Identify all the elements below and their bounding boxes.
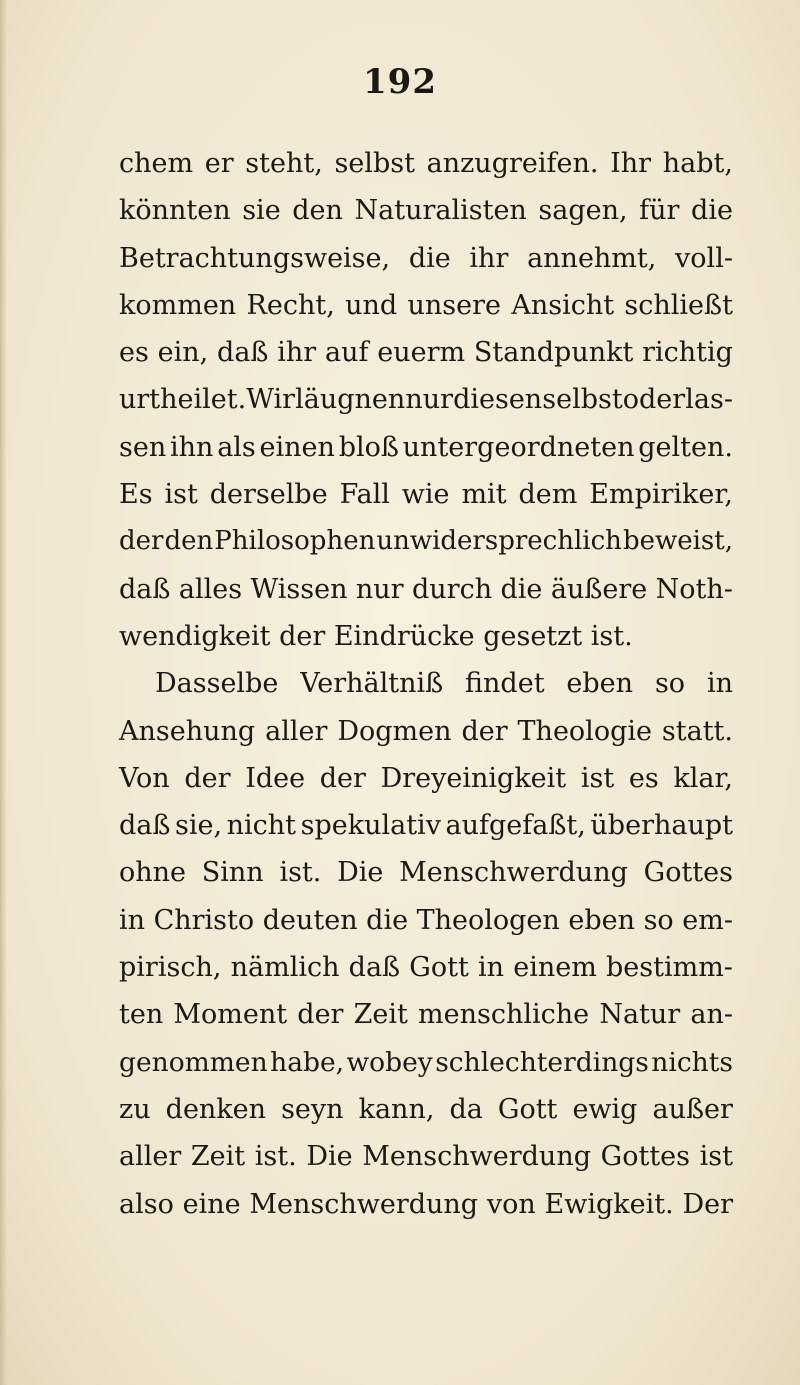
text-line [119,849,733,896]
text-line [119,1133,733,1180]
word: kann, [358,1093,435,1125]
word: Natur [599,999,681,1031]
word: und [345,289,398,321]
text-line [119,755,733,802]
word: Empiriker, [589,479,733,511]
word: aller [119,1141,182,1173]
word: es [628,762,659,794]
word: sie [242,195,281,227]
word: die [408,242,451,274]
word: selbst [542,384,623,416]
word: äußere [550,573,648,605]
word: Standpunkt [473,337,634,369]
word: Theologen [416,904,560,936]
text-line [119,708,733,755]
text-line [119,518,733,565]
word: der [461,715,508,747]
text-line [119,897,733,944]
word: ihr [469,242,509,274]
word: urtheilet. [119,384,247,416]
word: den [164,526,214,557]
word: da [449,1093,483,1125]
word: chem [119,148,194,179]
word: annehmt, [527,242,657,274]
word: Es [119,479,153,511]
word: deuten [262,904,358,936]
word: anzugreifen. [426,148,599,179]
word: daß [217,337,269,369]
word: las- [685,384,733,416]
word: in [706,668,733,700]
word: nur [405,384,454,416]
text-line [119,282,733,329]
word: gelten. [638,431,733,463]
word: der [319,762,366,794]
text-line: wendigkeit der Eindrücke gesetzt ist. [119,620,633,652]
page-number: 192 [363,62,437,102]
word: genommen [119,1046,268,1078]
word: auf [324,337,369,369]
word: in [119,904,146,936]
text-line [119,566,733,613]
word: unsere [407,289,502,321]
text-line [119,802,733,849]
text-line [119,187,733,234]
word: Zeit [353,999,408,1031]
text-line [119,1086,733,1133]
word: spekulativ [300,810,441,842]
word: so [654,668,686,700]
word: seyn [281,1093,344,1125]
word: Sinn [201,857,264,889]
word: schlechterdings [435,1046,649,1078]
word: Verhältniß [300,668,444,700]
word: ist [699,1141,733,1173]
word: also [119,1188,174,1220]
word: Betrachtungsweise, [119,242,391,274]
word: untergeordneten [402,431,635,463]
word: aufgefaßt, [445,810,586,842]
word: findet [465,668,545,700]
word: daß [348,952,401,984]
word: der [184,762,231,794]
word: beweist, [622,526,733,557]
word: einem [513,952,597,984]
word: denken [165,1093,267,1125]
word: sagen, [538,195,628,227]
text-line [119,1039,733,1086]
word: diesen [453,384,543,416]
word: unwidersprechlich [376,526,622,557]
word: klar, [673,762,733,794]
word: von [486,1188,536,1220]
word: em- [682,904,733,936]
word: alles [178,573,243,605]
word: läugnen [295,384,406,416]
word: als [217,431,256,463]
word: pirisch, [119,952,222,984]
text-line [119,376,733,423]
text-line [119,944,733,991]
text-line [119,1181,733,1228]
word: mit [461,479,507,511]
text-line [119,140,733,187]
word: Menschwerdung [399,857,628,889]
word: Ihr [610,148,652,179]
text-line [119,424,733,471]
word: er [204,148,234,179]
word: wobey [346,1046,433,1078]
word: habt, [662,148,733,179]
word: nicht [226,810,297,842]
word: daß [119,573,171,605]
word: nichts [651,1046,733,1078]
word: der [297,999,344,1031]
word: könnten [119,195,231,227]
word: Wir [246,384,296,416]
word: schließt [624,289,733,321]
word: der [119,526,164,557]
word: Philosophen [214,526,376,557]
word: nur [355,573,404,605]
word: Christo [153,904,255,936]
word: ein, [157,337,209,369]
word: daß [119,810,171,842]
text-line [119,235,733,282]
word: Moment [173,999,288,1031]
word: zu [119,1093,151,1125]
page-edge-shadow [0,0,7,1385]
word: es [119,337,149,369]
word: Dogmen [337,715,452,747]
word: euerm [377,337,466,369]
word: ihr [277,337,317,369]
word: den [292,195,343,227]
word: Ewigkeit. [544,1188,674,1220]
word: überhaupt [590,810,733,842]
word: sen [119,431,167,463]
word: ewig [572,1093,638,1125]
word: in [478,952,505,984]
word: habe, [270,1046,345,1078]
word: Der [682,1188,733,1220]
word: außer [652,1093,733,1125]
word: ohne [119,857,187,889]
word: Dreyeinigkeit [380,762,567,794]
body-text [119,140,733,1228]
text-line [119,991,733,1038]
word: menschliche [418,999,590,1031]
word: Fall [339,479,390,511]
word: Die [306,1141,353,1173]
word: Menschwerdung [249,1188,479,1220]
word: Gottes [600,1141,690,1173]
text-line [119,471,733,518]
word: ist. [254,1141,297,1173]
word: Die [337,857,384,889]
word: ist. [279,857,322,889]
word: Noth- [655,573,733,605]
word: sie, [175,810,223,842]
word: ist [580,762,615,794]
word: steht, [245,148,323,179]
word: voll- [675,242,733,274]
word: bloß [338,431,399,463]
word: kommen [119,289,237,321]
word: die [691,195,733,227]
word: die [366,904,409,936]
word: Gottes [643,857,733,889]
word: Von [119,762,170,794]
word: Gott [497,1093,558,1125]
word: statt. [661,715,733,747]
word: Menschwerdung [362,1141,591,1173]
word: Recht, [246,289,335,321]
word: nämlich [230,952,340,984]
word: ihn [170,431,214,463]
word: durch [412,573,493,605]
word: wie [401,479,450,511]
word: für [639,195,680,227]
word: bestimm- [606,952,733,984]
word: Idee [245,762,306,794]
word: Wissen [250,573,348,605]
word: so [643,904,674,936]
word: Gott [409,952,469,984]
word: dem [518,479,578,511]
word: selbst [334,148,415,179]
word: Naturalisten [354,195,527,227]
text-line [119,660,733,707]
word: aller [265,715,328,747]
word: eine [182,1188,241,1220]
word: Zeit [190,1141,246,1173]
word: eben [566,668,634,700]
word: oder [622,384,686,416]
word: ist [164,479,198,511]
word: Ansehung [119,715,256,747]
word: derselbe [209,479,328,511]
word: einen [259,431,335,463]
word: Theologie [517,715,652,747]
word: Dasselbe [155,668,279,700]
word: Ansicht [511,289,615,321]
word: ten [119,999,164,1031]
word: an- [690,999,733,1031]
word: die [500,573,543,605]
word: richtig [642,337,733,369]
word: eben [568,904,636,936]
text-line [119,329,733,376]
